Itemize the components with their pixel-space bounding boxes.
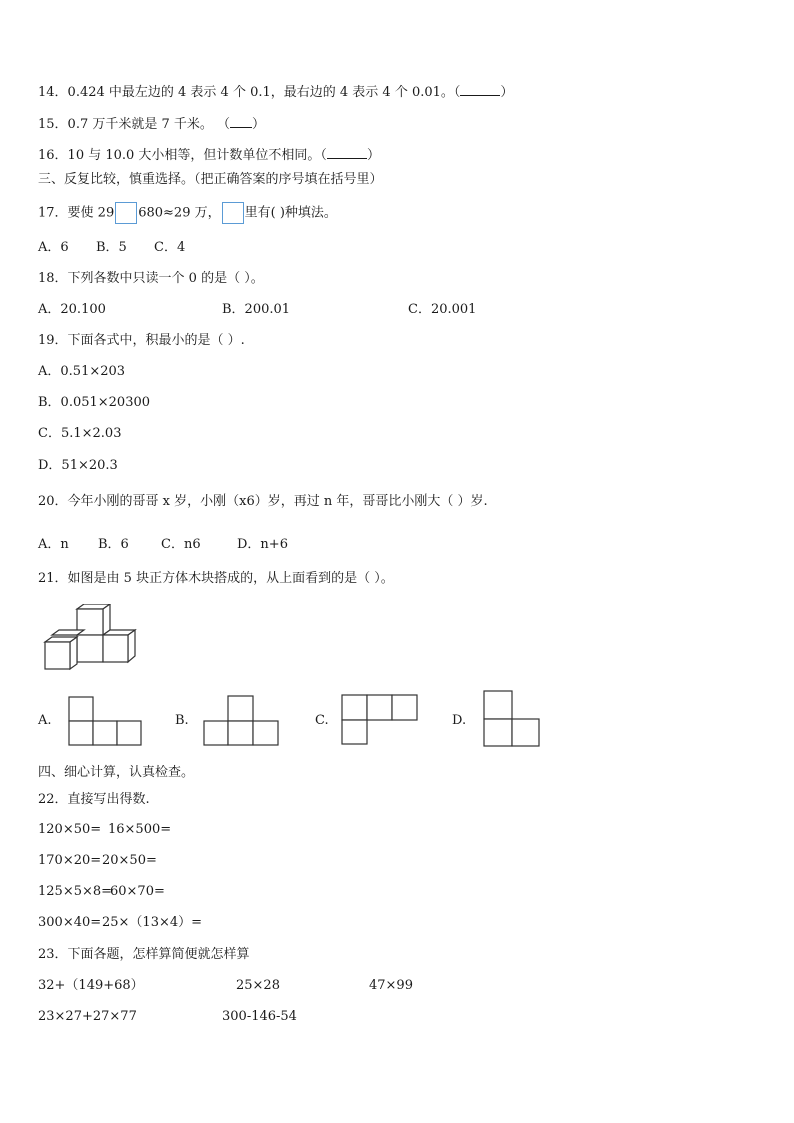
option-a[interactable]: A．6 — [38, 240, 69, 255]
option-d[interactable]: D．n+6 — [237, 537, 288, 552]
question-19: 19．下面各式中，积最小的是（ ）. — [38, 333, 245, 348]
option-b[interactable]: B．6 — [98, 537, 129, 552]
calc-row — [38, 915, 202, 931]
question-22: 22．直接写出得数. — [38, 792, 150, 807]
q14-end: ） — [500, 85, 514, 100]
answer-blank[interactable] — [230, 115, 252, 128]
question-16 — [38, 146, 380, 164]
option-c[interactable]: C．n6 — [161, 537, 201, 552]
calc-item: 25×28 — [236, 978, 280, 993]
calc-item: 125×5×8= — [38, 884, 113, 899]
digit-box[interactable] — [115, 202, 137, 224]
calc-row — [38, 1009, 297, 1025]
q15-end: ） — [252, 117, 266, 132]
top-view-d[interactable] — [483, 690, 541, 748]
q21-option-c-label[interactable]: C. — [315, 713, 329, 728]
calc-row — [38, 853, 157, 869]
question-20-options — [38, 537, 288, 553]
option-b[interactable]: B．200.01 — [222, 302, 291, 317]
q17-mid: 680≈29 万， — [138, 205, 221, 221]
top-view-b[interactable] — [203, 695, 281, 748]
question-18: 18．下列各数中只读一个 0 的是（ ）。 — [38, 271, 264, 286]
question-17-options — [38, 240, 185, 256]
option-a[interactable]: A．20.100 — [38, 302, 106, 317]
q14-text: 14．0.424 中最左边的 4 表示 4 个 0.1，最右边的 4 表示 4 个 0.01。（ — [38, 85, 461, 100]
option-a[interactable]: A．n — [38, 537, 69, 552]
question-20: 20．今年小刚的哥哥 x 岁，小刚（x6）岁，再过 n 年，哥哥比小刚大（ ）岁. — [38, 494, 488, 509]
top-view-c[interactable] — [341, 694, 419, 746]
q15-text: 15．0.7 万千米就是 7 千米。 （ — [38, 117, 231, 132]
q17-post: 里有( )种填法。 — [244, 205, 337, 221]
q16-end: ） — [366, 148, 380, 163]
answer-blank[interactable] — [460, 83, 500, 96]
section-3-heading: 三、反复比较，慎重选择。（把正确答案的序号填在括号里） — [38, 172, 383, 187]
question-15 — [38, 115, 265, 133]
question-17 — [38, 202, 337, 225]
calc-row — [38, 822, 171, 838]
calc-item: 20×50= — [102, 853, 157, 868]
option-b[interactable]: B．0.051×20300 — [38, 395, 151, 410]
calc-item: 23×27+27×77 — [38, 1009, 137, 1024]
question-21: 21．如图是由 5 块正方体木块搭成的，从上面看到的是（ ）。 — [38, 571, 394, 586]
calc-item: 300-146-54 — [222, 1009, 297, 1024]
question-23: 23．下面各题，怎样算简便就怎样算 — [38, 947, 250, 962]
q21-option-a-label[interactable]: A. — [38, 713, 52, 728]
calc-row — [38, 978, 413, 994]
q16-text: 16．10 与 10.0 大小相等，但计数单位不相同。（ — [38, 148, 327, 163]
calc-item: 25×（13×4）= — [102, 915, 203, 930]
cube-figure — [42, 604, 146, 674]
question-14 — [38, 83, 513, 101]
option-d[interactable]: D．51×20.3 — [38, 458, 118, 473]
top-view-a[interactable] — [68, 696, 144, 748]
option-c[interactable]: C．20.001 — [408, 302, 477, 317]
section-4-heading: 四、细心计算，认真检查。 — [38, 765, 195, 780]
calc-row — [38, 884, 165, 900]
option-b[interactable]: B．5 — [96, 240, 127, 255]
question-18-options — [38, 302, 476, 318]
digit-box[interactable] — [222, 202, 244, 224]
calc-item: 300×40= — [38, 915, 102, 930]
answer-blank[interactable] — [327, 146, 367, 159]
q17-pre: 17．要使 29 — [38, 205, 115, 221]
option-c[interactable]: C．4 — [154, 240, 186, 255]
option-a[interactable]: A．0.51×203 — [38, 364, 126, 379]
calc-item: 32+（149+68） — [38, 978, 144, 993]
calc-item: 120×50= — [38, 822, 102, 837]
q21-option-b-label[interactable]: B. — [175, 713, 189, 728]
calc-item: 60×70= — [110, 884, 165, 899]
calc-item: 47×99 — [369, 978, 413, 993]
q21-option-d-label[interactable]: D. — [452, 713, 467, 728]
calc-item: 170×20= — [38, 853, 102, 868]
calc-item: 16×500= — [108, 822, 172, 837]
option-c[interactable]: C．5.1×2.03 — [38, 426, 122, 441]
